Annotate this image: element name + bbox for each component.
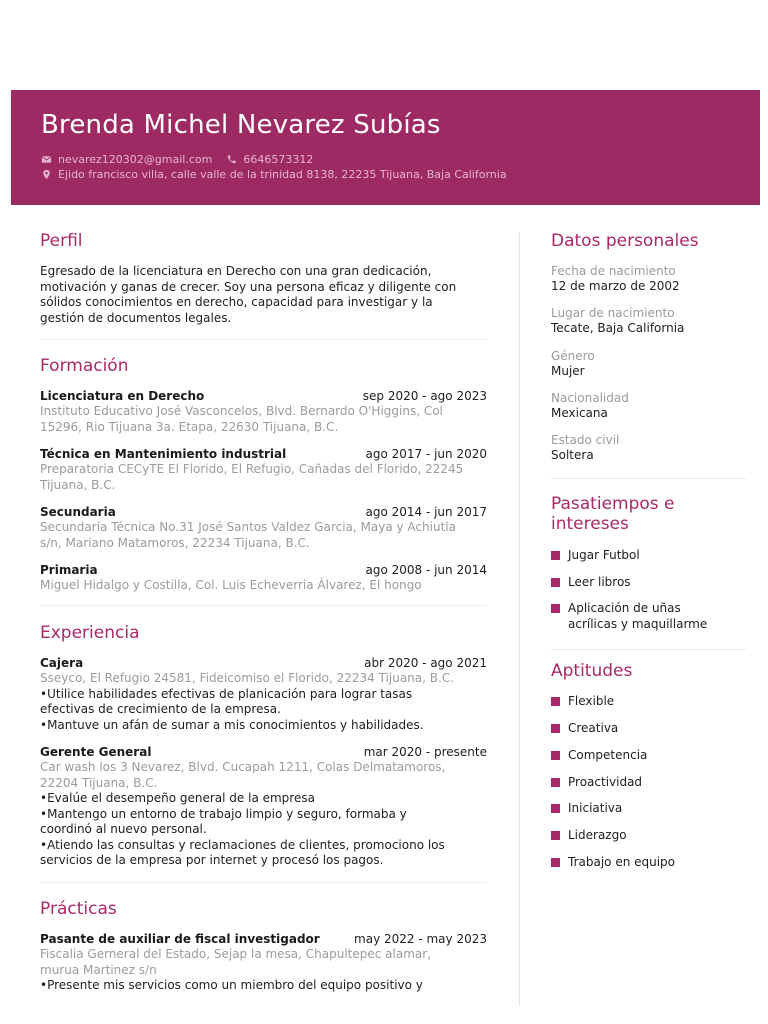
- entry-location: Preparatoria CECyTE El Florido, El Refugio, Cañadas del Florido, 22245 Tijuana, B.C.: [40, 462, 464, 492]
- skill-item: Trabajo en equipo: [551, 855, 675, 871]
- entry-location: Secundaria Técnica No.31 José Santos Valdez Garcia, Maya y Achiutla s/n, Mariano Matamoros, 22234 Tijuana, B.C.: [40, 520, 456, 550]
- datos-label: Lugar de nacimiento: [551, 306, 675, 320]
- datos-label: Género: [551, 349, 595, 363]
- datos-item: [551, 264, 680, 294]
- entry-title: Técnica en Mantenimiento industrial: [40, 447, 287, 461]
- entry-date: ago 2008 - jun 2014: [365, 563, 487, 577]
- datos-item: [551, 349, 595, 379]
- entry-location: Instituto Educativo José Vasconcelos, Blvd. Bernardo O'Higgins, Col 15296, Rio Tijuana 3a. Etapa, 22630 Tijuana, B.C.: [40, 404, 443, 434]
- entry-date: mar 2020 - presente: [363, 745, 487, 759]
- entry-date: ago 2014 - jun 2017: [365, 505, 487, 519]
- perfil-line: sólidos conocimientos en derecho, capacidad para investigar y la: [40, 295, 433, 309]
- bullet-square-icon: [551, 724, 560, 733]
- candidate-name: Brenda Michel Nevarez Subías: [41, 110, 441, 140]
- section-title-perfil: Perfil: [40, 231, 83, 251]
- datos-item: [551, 433, 619, 463]
- skill-item: Liderazgo: [551, 828, 627, 844]
- section-divider: [40, 882, 487, 883]
- section-divider: [551, 478, 746, 479]
- formacion-entry: [40, 388, 487, 435]
- perfil-text: [40, 264, 487, 326]
- column-divider: [519, 232, 520, 1006]
- section-divider: [40, 339, 487, 340]
- formacion-entry: [40, 504, 487, 551]
- bullet-square-icon: [551, 858, 560, 867]
- section-title-pasatiempos: Pasatiempos e intereses: [551, 494, 675, 534]
- phone-icon: [226, 154, 237, 165]
- entry-bullets: •Evalúe el desempeño general de la empresa •Mantengo un entorno de trabajo limpio y seguro, formaba y coordinó al nuevo personal. •Atiendo las consultas y reclamaciones de clientes, promociono los servicios de la empresa por internet y procesó los pagos.: [40, 791, 445, 867]
- address-text: Ejido francisco villa, calle valle de la trinidad 8138, 22235 Tijuana, Baja California: [58, 168, 507, 181]
- datos-label: Nacionalidad: [551, 391, 629, 405]
- bullet-square-icon: [551, 604, 560, 613]
- section-title-aptitudes: Aptitudes: [551, 661, 633, 681]
- experiencia-section: [40, 623, 487, 867]
- hobby-item: Aplicación de uñas acrílicas y maquillarme: [551, 601, 707, 632]
- datos-value: Soltera: [551, 448, 594, 462]
- bullet-square-icon: [551, 831, 560, 840]
- entry-date: ago 2017 - jun 2020: [365, 447, 487, 461]
- datos-value: Mexicana: [551, 406, 608, 420]
- entry-title: Secundaria: [40, 505, 116, 519]
- entry-date: abr 2020 - ago 2021: [364, 656, 487, 670]
- address-row: [41, 168, 507, 181]
- skill-item: Flexible: [551, 694, 614, 710]
- entry-location: Sseyco, El Refugio 24581, Fideicomiso el Florido, 22234 Tijuana, B.C.: [40, 671, 455, 685]
- entry-title: Licenciatura en Derecho: [40, 389, 205, 403]
- hobby-item: Jugar Futbol: [551, 548, 640, 564]
- perfil-line: gestión de documentos legales.: [40, 310, 232, 325]
- skill-item: Competencia: [551, 748, 647, 764]
- experiencia-entry: [40, 744, 487, 869]
- bullet-square-icon: [551, 551, 560, 560]
- header-banner: [11, 90, 760, 205]
- skill-item: Proactividad: [551, 775, 642, 791]
- datos-value: 12 de marzo de 2002: [551, 279, 680, 293]
- datos-item: [551, 306, 684, 336]
- entry-bullets: •Utilice habilidades efectivas de planicación para lograr tasas efectivas de crecimiento de la empresa. •Mantuve un afán de sumar a mis conocimientos y habilidades.: [40, 686, 424, 732]
- bullet-square-icon: [551, 578, 560, 587]
- formacion-section: [40, 356, 487, 592]
- entry-date: sep 2020 - ago 2023: [362, 389, 487, 403]
- datos-item: [551, 391, 629, 421]
- skill-item: Iniciativa: [551, 801, 622, 817]
- section-divider: [551, 649, 746, 650]
- email-text[interactable]: nevarez120302@gmail.com: [58, 153, 213, 166]
- envelope-icon: [41, 154, 52, 165]
- datos-value: Mujer: [551, 364, 585, 378]
- entry-title: Cajera: [40, 656, 84, 670]
- perfil-line: Egresado de la licenciatura en Derecho con una gran dedicación,: [40, 264, 432, 278]
- formacion-entry: [40, 562, 487, 594]
- bullet-square-icon: [551, 778, 560, 787]
- hobby-item: Leer libros: [551, 575, 631, 591]
- section-divider: [40, 605, 487, 606]
- entry-title: Primaria: [40, 563, 98, 577]
- phone-text[interactable]: 6646573312: [243, 153, 314, 166]
- section-title-experiencia: Experiencia: [40, 623, 140, 643]
- datos-label: Estado civil: [551, 433, 620, 447]
- practicas-section: [40, 899, 487, 992]
- bullet-square-icon: [551, 804, 560, 813]
- section-title-datos: Datos personales: [551, 231, 699, 251]
- pasatiempos-section: [551, 494, 746, 631]
- entry-bullets: •Presente mis servicios como un miembro del equipo positivo y: [40, 978, 423, 992]
- location-pin-icon: [41, 169, 52, 180]
- aptitudes-section: [551, 661, 746, 869]
- entry-title: Gerente General: [40, 745, 152, 759]
- practicas-entry: [40, 931, 487, 994]
- formacion-entry: [40, 446, 487, 493]
- perfil-line: motivación y ganas de crecer. Soy una persona eficaz y diligente con: [40, 279, 457, 294]
- entry-title: Pasante de auxiliar de fiscal investigador: [40, 932, 320, 946]
- entry-date: may 2022 - may 2023: [354, 932, 487, 946]
- entry-location: Fiscalia Gerneral del Estado, Sejap la mesa, Chapultepec alamar, murua Martinez s/n: [40, 947, 432, 977]
- datos-value: Tecate, Baja California: [551, 321, 685, 335]
- entry-location: Car wash los 3 Nevarez, Blvd. Cucapah 1211, Colas Delmatamoros, 22204 Tijuana, B.C.: [40, 760, 446, 790]
- bullet-square-icon: [551, 697, 560, 706]
- entry-location: Miguel Hidalgo y Costilla, Col. Luis Echeverria Álvarez, El hongo: [40, 578, 422, 592]
- experiencia-entry: [40, 655, 487, 733]
- contact-row: [41, 153, 313, 166]
- section-title-practicas: Prácticas: [40, 899, 117, 919]
- bullet-square-icon: [551, 751, 560, 760]
- skill-item: Creativa: [551, 721, 618, 737]
- section-title-formacion: Formación: [40, 356, 129, 376]
- datos-label: Fecha de nacimiento: [551, 264, 676, 278]
